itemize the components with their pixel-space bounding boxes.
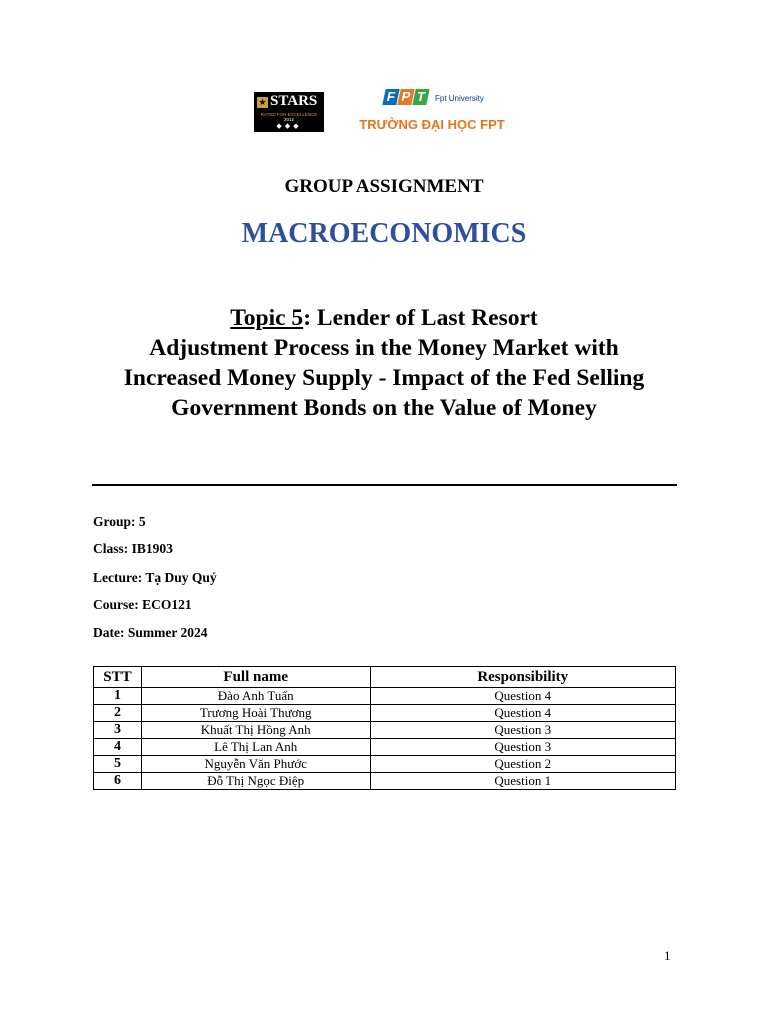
info-class: Class: IB1903 — [93, 541, 173, 556]
stars-marks-icon: ◆◆◆ — [276, 122, 302, 130]
header-logos — [254, 88, 524, 140]
cell-stt: 1 — [94, 688, 142, 705]
fpt-letter-f: F — [382, 89, 399, 105]
header-stt: STT — [94, 667, 142, 688]
table-row — [94, 756, 676, 773]
fpt-letter-p: P — [397, 89, 414, 105]
table-header-row — [94, 667, 676, 688]
page-number: 1 — [664, 948, 671, 963]
table-row — [94, 705, 676, 722]
stars-logo-year: 2012 — [283, 117, 294, 122]
info-course: Course: ECO121 — [93, 597, 192, 612]
table-row — [94, 722, 676, 739]
table-row — [94, 739, 676, 756]
subject-title: MACROECONOMICS — [241, 218, 527, 249]
stars-logo-word: STARS — [270, 93, 318, 109]
cell-stt: 4 — [94, 739, 142, 756]
cell-stt: 6 — [94, 773, 142, 790]
fpt-university-label: Fpt University — [435, 94, 484, 103]
cell-responsibility: Question 1 — [370, 773, 676, 790]
stars-rating-logo — [254, 92, 324, 132]
cell-stt: 5 — [94, 756, 142, 773]
topic-line-3: Increased Money Supply - Impact of the Fed Selling — [123, 365, 645, 391]
topic-line-4: Government Bonds on the Value of Money — [171, 395, 597, 421]
cell-name: Trương Hoài Thương — [141, 705, 370, 722]
topic-label: Topic 5 — [230, 305, 304, 331]
topic-separator: : — [303, 305, 312, 331]
topic-block — [0, 303, 768, 423]
cell-name: Khuất Thị Hồng Anh — [141, 722, 370, 739]
topic-line-1 — [0, 303, 768, 333]
topic-line-2: Adjustment Process in the Money Market with — [149, 335, 619, 361]
cell-responsibility: Question 4 — [370, 705, 676, 722]
assignment-heading: GROUP ASSIGNMENT — [284, 176, 484, 197]
cell-stt: 2 — [94, 705, 142, 722]
header-responsibility: Responsibility — [370, 667, 676, 688]
cell-name: Đỗ Thị Ngọc Điệp — [141, 773, 370, 790]
info-date: Date: Summer 2024 — [93, 625, 208, 640]
info-lecture: Lecture: Tạ Duy Quý — [93, 570, 217, 585]
divider-line — [92, 484, 677, 486]
cell-name: Đào Anh Tuấn — [141, 688, 370, 705]
cell-responsibility: Question 4 — [370, 688, 676, 705]
fpt-school-name: TRƯỜNG ĐẠI HỌC FPT — [359, 117, 505, 132]
stars-logo-subtitle: RATED FOR EXCELLENCE — [260, 112, 318, 117]
header-full-name: Full name — [141, 667, 370, 688]
cell-responsibility: Question 2 — [370, 756, 676, 773]
topic-name: Lender of Last Resort — [316, 305, 538, 331]
fpt-university-logo — [340, 88, 524, 140]
star-icon: ★ — [258, 97, 267, 107]
info-group: Group: 5 — [93, 514, 146, 529]
cell-responsibility: Question 3 — [370, 722, 676, 739]
members-table — [93, 666, 676, 790]
fpt-mark-icon — [384, 88, 429, 110]
cell-stt: 3 — [94, 722, 142, 739]
fpt-letter-t: T — [412, 89, 429, 105]
cell-name: Nguyễn Văn Phước — [141, 756, 370, 773]
table-row — [94, 688, 676, 705]
cell-name: Lê Thị Lan Anh — [141, 739, 370, 756]
table-row — [94, 773, 676, 790]
cell-responsibility: Question 3 — [370, 739, 676, 756]
